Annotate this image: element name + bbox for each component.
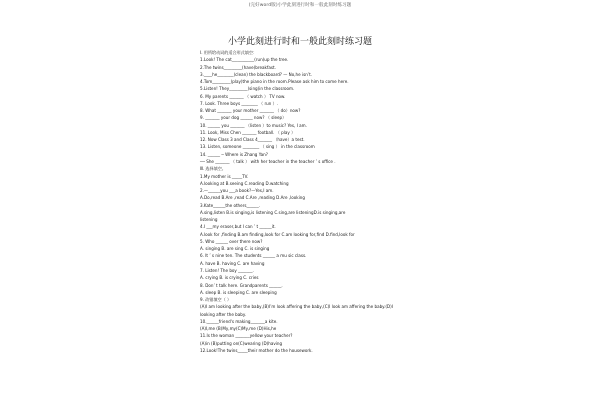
exercise-line: Ⅲ. 选择填空。 <box>200 166 226 172</box>
exercise-line: A. sleep B. is sleeping C. are sleeping <box>200 289 277 295</box>
document-title: 小学此刻进行时和一般此刻时练习题 <box>227 37 372 47</box>
exercise-line: 2.—______you ___a book?—Yes,I am. <box>200 188 274 194</box>
exercise-line: looking after the baby. <box>200 311 246 317</box>
exercise-line: 14. ______ ─ Where is Zhang Yan? <box>200 151 268 157</box>
exercise-line: 10. ______ you _______ （listen ）to music? Yes, I am. <box>200 122 307 128</box>
exercise-line: (A)I,me (B)My,my(C)My,me (D)His,he <box>200 326 277 332</box>
exercise-line: 4.Tom_________(play)the piano in the room.Please ask him to come here. <box>200 79 349 85</box>
exercise-line: A. have B. having C. are having <box>200 260 265 266</box>
exercise-line: 3.____he________(clean) the blackboard? — No,he isn’t. <box>200 71 313 77</box>
exercise-line: 11. Look, Miss Chen _______ football. （ play ） <box>200 129 296 135</box>
exercise-line: A.look for ,finding B.am finding,look for C.am looking for,find D.find,look for <box>200 231 355 237</box>
exercise-line: 6. My parents _______ （ watch ） TV now. <box>200 93 286 99</box>
exercise-line: (A)I am looking after the baby,(B)I’m look affering the baby,(C)I look am affering the baby.(D)I <box>200 304 393 310</box>
exercise-line: 10.______friend's making_______a kite. <box>200 318 278 324</box>
exercise-line: 13. Listen, someone ________ （ sing ） in the classroom <box>200 144 315 150</box>
exercise-line: A.looking at B.seeing C.reading D.watching <box>200 180 289 186</box>
exercise-line: A.Do,read B.Are ,read C.Are ,reading D.Are ,looking <box>200 195 305 201</box>
exercise-line: 8. Don’ t talk here. Grandparents ______. <box>200 282 283 288</box>
exercise-line: 4.I ___my eraser,but I can ’ t ______it. <box>200 224 276 230</box>
exercise-line: A. crying B. is crying C. cries <box>200 275 259 281</box>
exercise-line: A. singing B. are sing C. is singing <box>200 246 270 252</box>
document-header: (完好word版)小学此刻进行时和一般此刻时练习题 <box>248 3 352 8</box>
exercise-line: 6. It ’ s nine ten. The students ______ a mu sic class. <box>200 253 307 259</box>
exercise-line: 3.Kate______the others______. <box>200 202 261 208</box>
exercise-line: 5. Who ______ over there now? <box>200 238 263 244</box>
exercise-line: ── She _______ （ talk ） with her teacher in the teacher ’ s office . <box>200 158 336 164</box>
exercise-line: 12. Now Class 3 and Class 4_______ （have）a test. <box>200 137 305 143</box>
exercise-line: listening <box>200 217 218 223</box>
exercise-line: 5.Listen! They_________(sing)in the classroom. <box>200 86 295 92</box>
exercise-line: 9. _______ your dog ______ now? （ sleep） <box>200 115 287 121</box>
exercise-line: 12.Look!The twins_____their mother do the housework. <box>200 347 313 353</box>
exercise-line: 1.Look! The cat___________(run)up the tree. <box>200 57 289 63</box>
exercise-line: 11.Is the woman _______yellow your teacher? <box>200 333 293 339</box>
exercise-body <box>200 49 400 354</box>
exercise-line: 1.My mother is _____TV. <box>200 173 249 179</box>
exercise-line: 2.The twins_________(have)breakfast. <box>200 64 276 70</box>
exercise-line: 8. What _______ your mother _______ （ do）now? <box>200 108 301 114</box>
exercise-line: (A)in (B)putting on(C)wearing (D)having <box>200 340 283 346</box>
exercise-line: 7. Look. Three boys ________ （ run ）. <box>200 100 279 106</box>
exercise-line: I. 用所给动词的适合形式填空： <box>200 50 258 55</box>
exercise-line: 9. 改错填空（ ） <box>200 297 232 303</box>
exercise-line: A.sing,listen B.is singing,is listening C.sing,are listeningD.is singing,are <box>200 209 346 215</box>
exercise-line: 7. Listen! The boy _______. <box>200 267 254 273</box>
